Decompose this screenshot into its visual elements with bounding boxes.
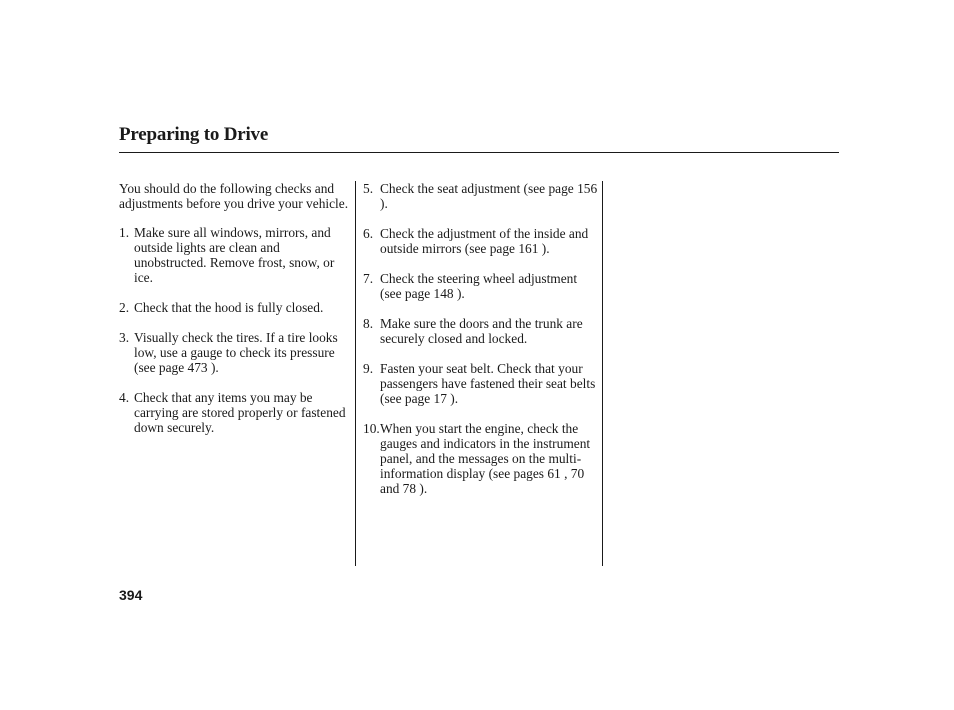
checklist-item-7 [363,271,599,301]
checklist-item-5 [363,181,599,211]
item-text: Visually check the tires. If a tire looks low, use a gauge to check its pressure (see page 473 ). [134,330,338,375]
checklist-item-10 [363,421,599,496]
intro-paragraph: You should do the following checks and adjustments before you drive your vehicle. [119,181,349,211]
checklist-item-4 [119,390,351,435]
page-title: Preparing to Drive [119,124,269,145]
item-text: Fasten your seat belt. Check that your passengers have fastened their seat belts (see page 17 ). [380,361,596,406]
checklist-item-2 [119,300,351,315]
checklist-item-3 [119,330,351,375]
checklist-item-1 [119,225,351,285]
item-text: Check the adjustment of the inside and outside mirrors (see page 161 ). [380,226,589,256]
item-text: Check the steering wheel adjustment (see page 148 ). [380,271,578,301]
item-text: Check the seat adjustment (see page 156 ). [380,181,598,211]
item-number: 7. [363,271,374,286]
column-divider-left [355,181,356,566]
item-text: Make sure all windows, mirrors, and outside lights are clean and unobstructed. Remove frost, snow, or ice. [134,225,335,285]
item-text: Make sure the doors and the trunk are securely closed and locked. [380,316,583,346]
item-number: 3. [119,330,130,345]
middle-column [363,181,599,511]
left-column [119,181,351,450]
item-number: 4. [119,390,130,405]
item-number: 2. [119,300,130,315]
item-number: 8. [363,316,374,331]
checklist-item-9 [363,361,599,406]
item-number: 10. [363,421,380,436]
page-number: 394 [119,587,143,603]
item-number: 6. [363,226,374,241]
header-rule [119,152,839,153]
item-number: 5. [363,181,374,196]
item-text: Check that the hood is fully closed. [134,300,324,315]
column-divider-right [602,181,603,566]
item-number: 1. [119,225,130,240]
item-text: When you start the engine, check the gauges and indicators in the instrument panel, and the messages on the multi-information display (see pages 61 , 70 and 78 ). [380,421,591,496]
item-text: Check that any items you may be carrying are stored properly or fastened down securely. [134,390,346,435]
checklist-item-8 [363,316,599,346]
item-number: 9. [363,361,374,376]
checklist-item-6 [363,226,599,256]
